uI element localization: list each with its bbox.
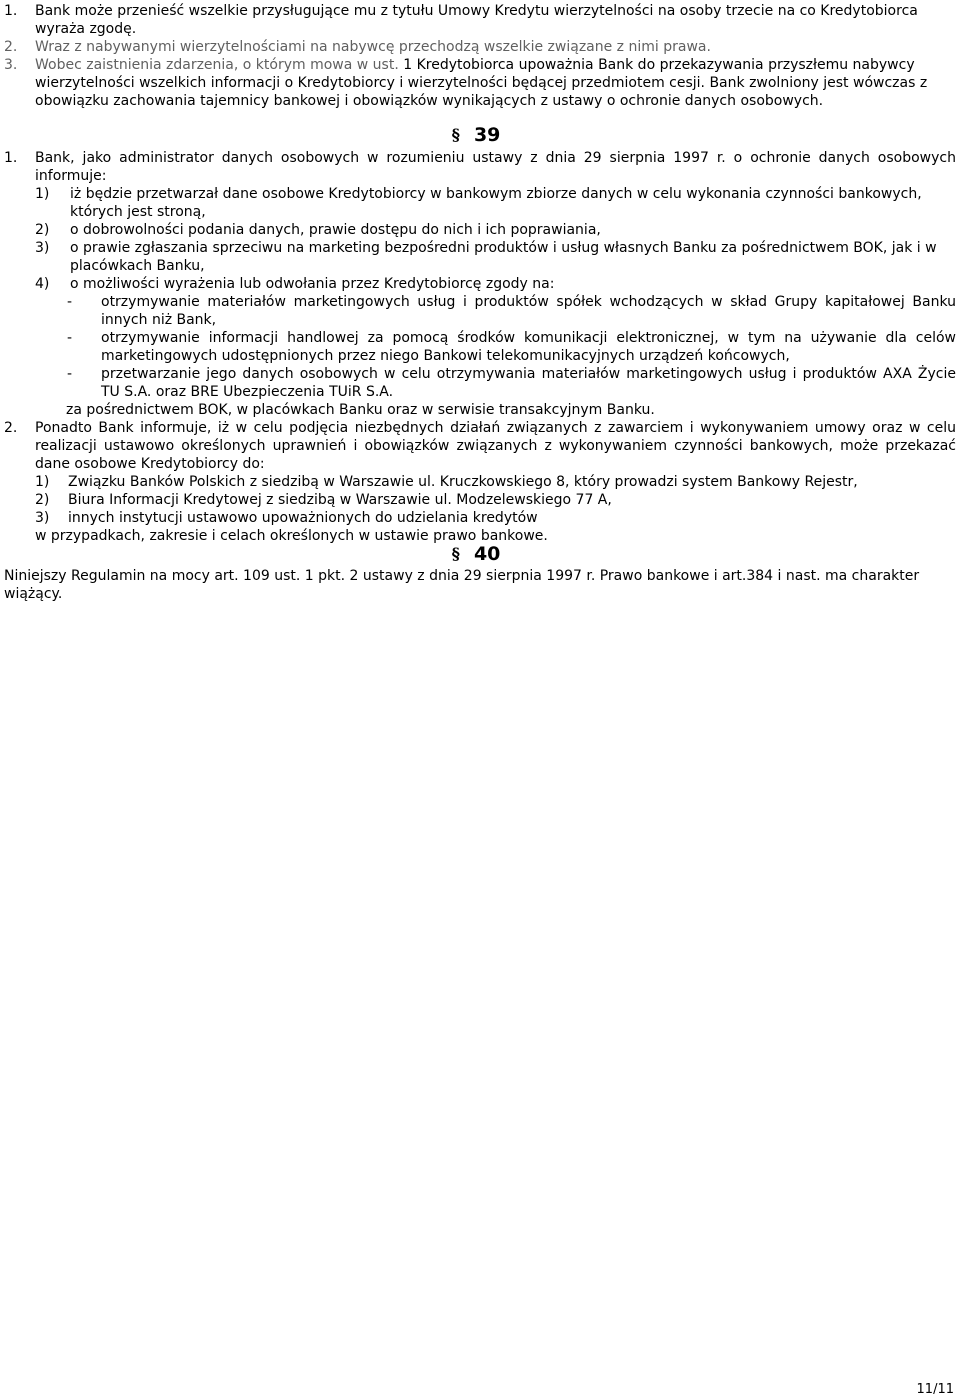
item-text: Ponadto Bank informuje, iż w celu podjęcia niezbędnych działań związanych z zawarciem i wykonywaniem umowy oraz w celu realizacji ustawowo określonych uprawnień i obowiązków związanych z wykonywaniem czynności bankowych, może przekazać dane osobowe Kredytobiorcy do: <box>35 420 956 472</box>
sub-item <box>0 473 960 491</box>
sub-item <box>0 491 960 509</box>
item-tail-text: w przypadkach, zakresie i celach określonych w ustawie prawo bankowe. <box>35 528 548 544</box>
sub-item-number: 2) <box>35 222 50 238</box>
dash-item-text: otrzymywanie informacji handlowej za pomocą środków komunikacji elektronicznej, w tym na używanie dla celów marketingowych udostępnionych przez niego Bankowi telekomunikacyjnych urządzeń końcowych, <box>101 330 956 364</box>
sub-item <box>0 509 960 527</box>
list-item <box>0 38 960 56</box>
item-text-main: 1 Kredytobiorca upoważnia Bank do przekazywania przyszłemu nabywcy wierzytelności wszelkich informacji o Kredytobiorcy i wierzytelności będącej przedmiotem cesji. Bank zwolniony jest wówczas z obowiązku zachowania tajemnicy bankowej i obowiązków wynikających z ustawy o ochronie danych osobowych. <box>35 57 928 109</box>
sub-item-text: iż będzie przetwarzał dane osobowe Kredytobiorcy w bankowym zbiorze danych w celu wykonania czynności bankowych, których jest stroną, <box>70 186 922 220</box>
list-item <box>0 56 960 110</box>
item-text: Bank, jako administrator danych osobowych w rozumieniu ustawy z dnia 29 sierpnia 1997 r. o ochronie danych osobowych informuje: <box>35 150 956 184</box>
section-number: 40 <box>473 543 501 565</box>
heading-group <box>452 126 501 146</box>
sub-item <box>0 185 960 221</box>
sub-item <box>0 275 960 293</box>
sub-item <box>0 221 960 239</box>
sub-item-text: o możliwości wyrażenia lub odwołania przez Kredytobiorcę zgody na: <box>70 276 555 292</box>
page-number: 11/11 <box>916 1382 954 1397</box>
list-item <box>0 419 960 473</box>
sub-item-number: 3) <box>35 240 50 256</box>
top-list <box>0 2 960 110</box>
heading-group <box>452 545 501 565</box>
sub-item-number: 1) <box>35 474 50 490</box>
section-sign: § <box>451 544 460 563</box>
item-text-grey: Wobec zaistnienia zdarzenia, o którym mowa w ust. <box>35 57 404 73</box>
item-number: 2. <box>4 39 18 55</box>
sub-item-text: Biura Informacji Kredytowej z siedzibą w Warszawie ul. Modzelewskiego 77 A, <box>68 492 612 508</box>
dash-mark: - <box>67 330 73 346</box>
sub-item-text: o dobrowolności podania danych, prawie dostępu do nich i ich poprawiania, <box>70 222 601 238</box>
item-number: 2. <box>4 420 18 436</box>
sub-item-number: 2) <box>35 492 50 508</box>
sub-item-text: innych instytucji ustawowo upoważnionych do udzielania kredytów <box>68 510 538 526</box>
section-40-body <box>4 567 924 603</box>
item-text: Wraz z nabywanymi wierzytelnościami na nabywcę przechodzą wszelkie związane z nimi prawa. <box>35 39 711 55</box>
item-number: 3. <box>4 57 18 73</box>
sub-item-number: 1) <box>35 186 50 202</box>
dash-item-text: otrzymywanie materiałów marketingowych usług i produktów spółek wchodzących w skład Grupy kapitałowej Banku innych niż Bank, <box>101 294 956 328</box>
sub-item-number: 3) <box>35 510 50 526</box>
list-item <box>0 149 960 185</box>
dash-item <box>0 365 960 401</box>
section-sign: § <box>451 125 460 144</box>
item-text <box>35 56 955 110</box>
dash-tail <box>0 401 960 419</box>
list-item <box>0 2 960 38</box>
item-text: Bank może przenieść wszelkie przysługujące mu z tytułu Umowy Kredytu wierzytelności na osoby trzecie na co Kredytobiorca wyraża zgodę. <box>35 3 918 37</box>
dash-tail-text: za pośrednictwem BOK, w placówkach Banku oraz w serwisie transakcyjnym Banku. <box>66 402 655 418</box>
sub-item-text: Związku Banków Polskich z siedzibą w Warszawie ul. Kruczkowskiego 8, który prowadzi system Bankowy Rejestr, <box>68 474 858 490</box>
section-40-heading <box>0 545 960 565</box>
dash-mark: - <box>67 366 73 382</box>
item-number: 1. <box>4 3 18 19</box>
sub-item <box>0 239 960 275</box>
sub-item-number: 4) <box>35 276 50 292</box>
dash-item-text: przetwarzanie jego danych osobowych w celu otrzymywania materiałów marketingowych usług i produktów AXA Życie TU S.A. oraz BRE Ubezpieczenia TUiR S.A. <box>101 366 956 400</box>
closing-paragraph: Niniejszy Regulamin na mocy art. 109 ust. 1 pkt. 2 ustawy z dnia 29 sierpnia 1997 r. Prawo bankowe i art.384 i nast. ma charakter wiążący. <box>4 568 920 602</box>
sub-item-text: o prawie zgłaszania sprzeciwu na marketing bezpośredni produktów i usług własnych Banku za pośrednictwem BOK, jak i w placówkach Banku, <box>70 240 937 274</box>
dash-item <box>0 293 960 329</box>
dash-mark: - <box>67 294 73 310</box>
dash-item <box>0 329 960 365</box>
section-39-heading <box>0 126 960 146</box>
item-number: 1. <box>4 150 18 166</box>
section-number: 39 <box>473 124 501 146</box>
section-39-body <box>0 149 960 545</box>
